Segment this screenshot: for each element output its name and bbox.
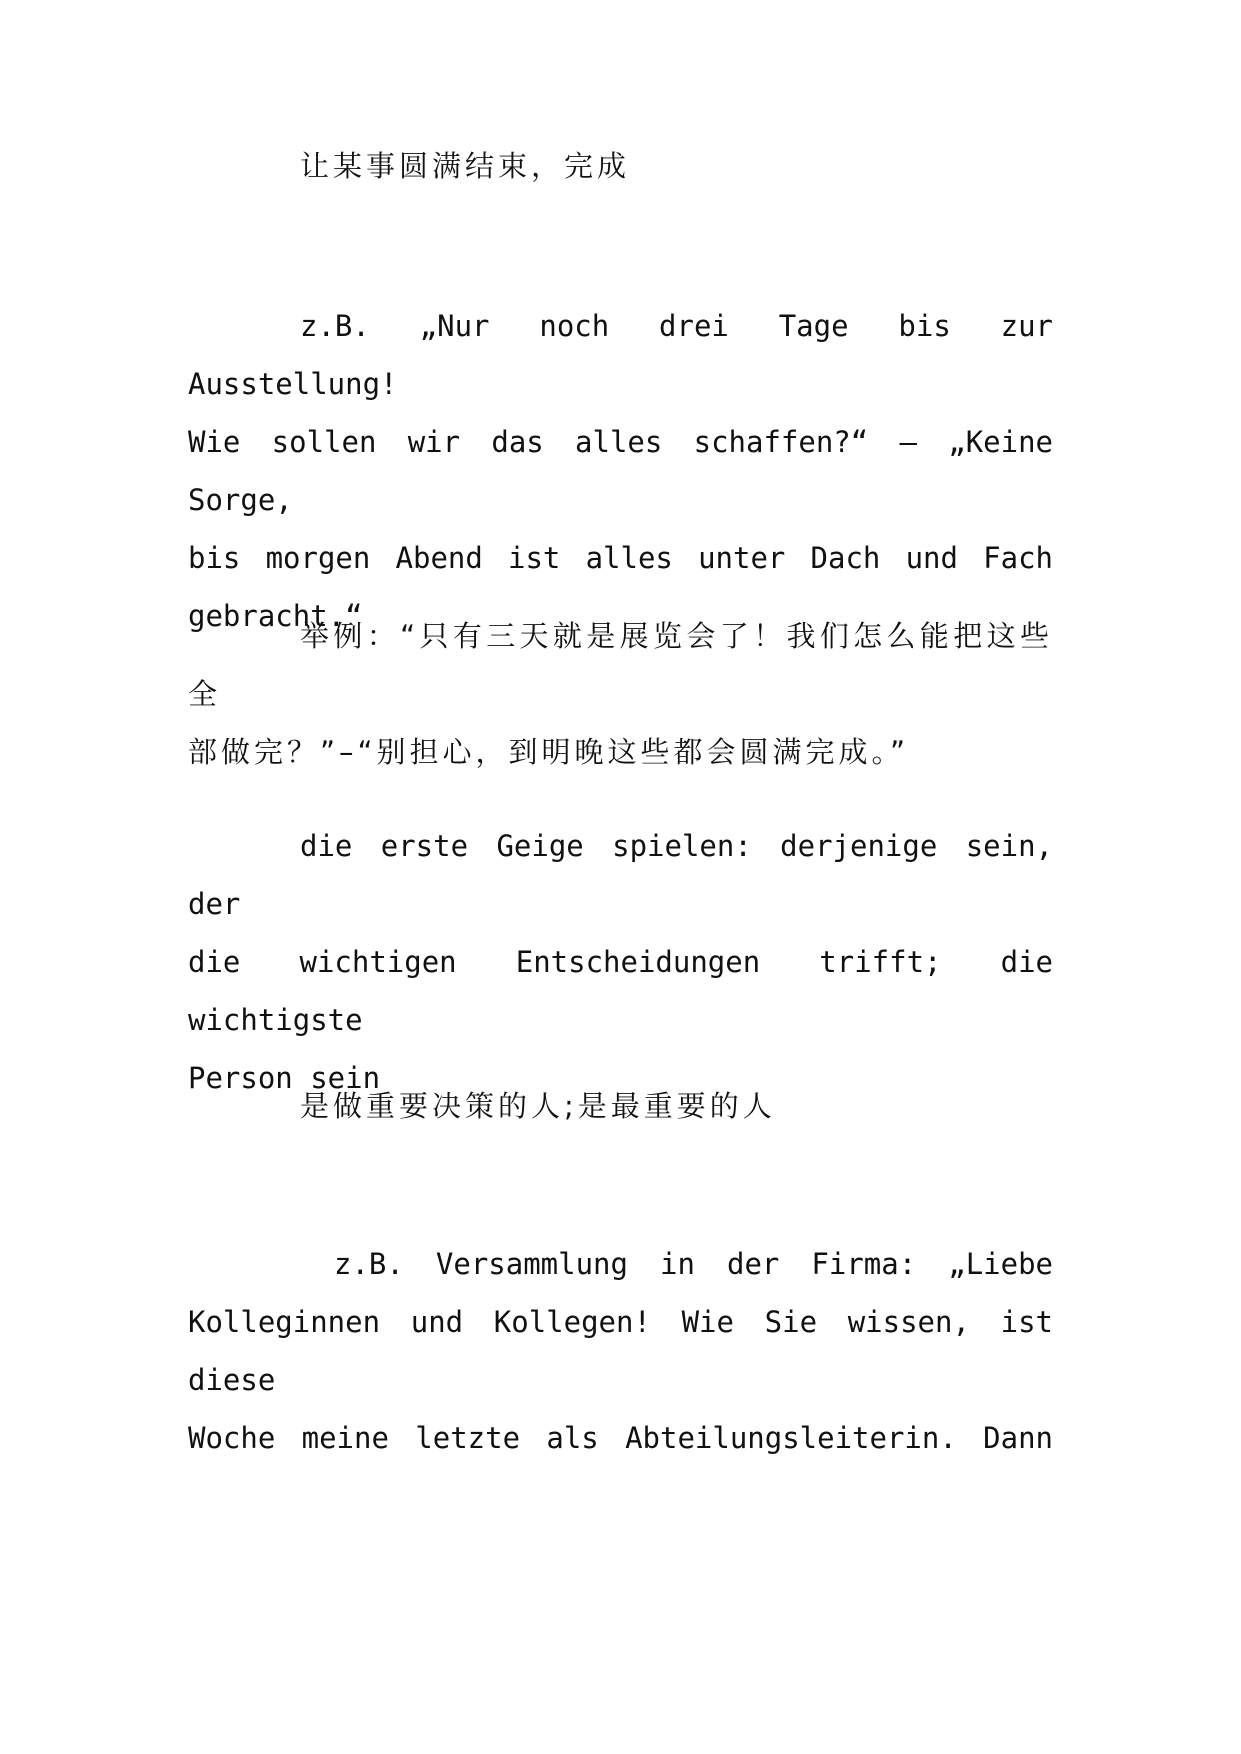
paragraph-line: 举例：“只有三天就是展览会了！我们怎么能把这些全	[188, 619, 1053, 711]
paragraph-line: 部做完？”–“别担心，到明晚这些都会圆满完成。”	[188, 735, 910, 769]
paragraph-line: die erste Geige spielen: derjenige sein, der	[188, 829, 1053, 921]
paragraph-line: Kolleginnen und Kollegen! Wie Sie wissen, ist diese	[188, 1305, 1053, 1397]
paragraph-line: 让某事圆满结束，完成	[300, 149, 631, 183]
paragraph-4	[188, 817, 1053, 1107]
paragraph-line: bis morgen Abend ist alles unter Dach und Fach	[188, 541, 1053, 575]
paragraph-line: Person sein	[188, 1061, 381, 1095]
paragraph-line: gebracht.“	[188, 599, 363, 633]
paragraph-line: Woche meine letzte als Abteilungsleiterin. Dann	[188, 1421, 1053, 1455]
paragraph-5	[188, 1077, 1053, 1135]
paragraph-line: z.B. Versammlung in der Firma: „Liebe	[334, 1247, 1053, 1281]
paragraph-line: Wie sollen wir das alles schaffen?“ – „Keine Sorge,	[188, 425, 1053, 517]
paragraph-line: z.B. „Nur noch drei Tage bis zur Ausstellung!	[188, 309, 1053, 401]
paragraph-2	[188, 297, 1053, 645]
paragraph-1	[188, 137, 1053, 195]
paragraph-line: die wichtigen Entscheidungen trifft; die wichtigste	[188, 945, 1053, 1037]
paragraph-line: 是做重要决策的人;是最重要的人	[300, 1089, 776, 1123]
paragraph-3	[188, 607, 1053, 781]
paragraph-6	[188, 1235, 1053, 1467]
